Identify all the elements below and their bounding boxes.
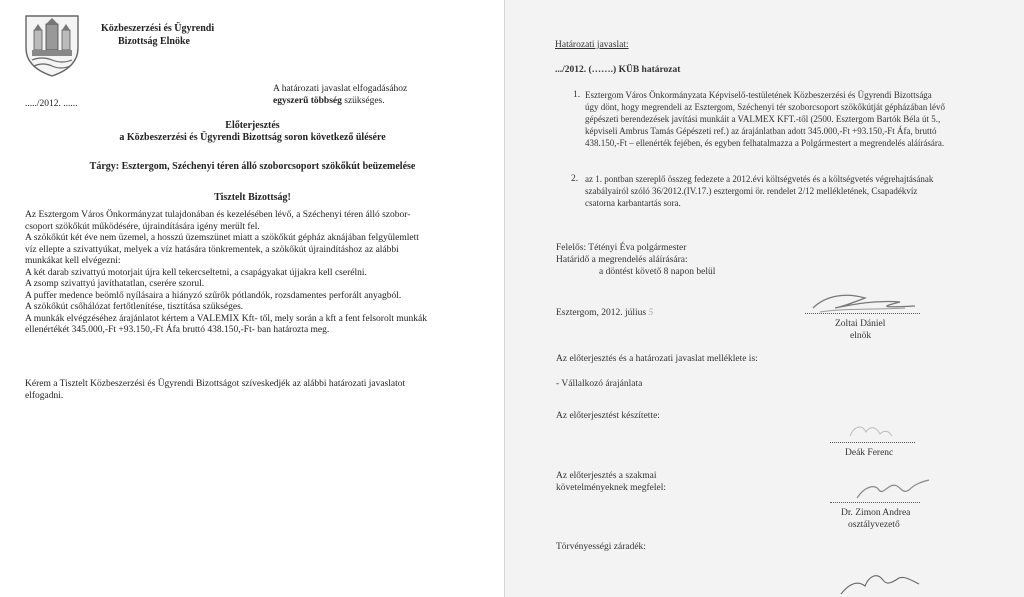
body-line: csoport szökőkút működésére, újraindítására igény merült fel.	[25, 221, 260, 232]
resolution-heading: Határozati javaslat:	[555, 40, 629, 50]
signer1-role: elnök	[850, 331, 872, 341]
closing-line: Kérem a Tisztelt Közbeszerzési és Ügyrendi Bizottságot szíveskedjék az alábbi határozati javaslatot	[25, 379, 406, 389]
resolution-item-1	[585, 89, 945, 149]
reference-number: ...../2012. ......	[25, 99, 78, 109]
salutation: Tisztelt Bizottság!	[214, 192, 291, 203]
signature-deak	[840, 420, 900, 442]
body-line: A szökőkút két éve nem üzemel, a hosszú üzemszünet miatt a szökőkút gépház aknájában felgyülemlett	[25, 233, 419, 243]
item2-line: csatorna karbantartás sora.	[585, 198, 681, 208]
majority-rest: szükséges.	[341, 96, 385, 106]
resolution-reference: .../2012. (…….) KÜB határozat	[555, 65, 681, 75]
place-and-date	[556, 307, 653, 319]
body-line: munkákat kell elvégezni:	[25, 256, 121, 266]
place-date-text: Esztergom, 2012. július	[556, 308, 647, 318]
item1-line: Esztergom Város Önkormányzata Képviselő-testületének Közbeszerzési és Ügyrendi Bizottsága	[585, 90, 932, 100]
body-line: víz ellepte a szivattyúkat, melyek a víz hatására tönkrementek, a szökőkút újraindításhoz az alábbi	[25, 244, 399, 255]
professional-check-role: osztályvezető	[848, 520, 900, 530]
city-coat-of-arms-icon	[24, 14, 80, 78]
professional-check-label-2: követelményeknek megfelel:	[556, 483, 666, 493]
item1-line: 438.150,-Ft – ellenérték fejében, és egyben felhatalmazza a Polgármestert a megrendelés aláírására.	[585, 138, 945, 148]
professional-check-label-1: Az előterjesztés a szakmai	[556, 471, 657, 481]
deadline-label: Határidő a megrendelés aláírására:	[556, 255, 688, 265]
left-document-page	[0, 0, 505, 597]
body-line: A puffer medence beömlő nyílásaira a hiányzó szűrők pótlandók, rozsdamentes perforált anyagból.	[25, 290, 402, 301]
deadline-value: a döntést követő 8 napon belül	[599, 267, 716, 277]
document-subtitle: a Közbeszerzési és Ügyrendi Bizottság soron következő ülésére	[119, 132, 386, 143]
closing-paragraph	[25, 379, 485, 402]
professional-check-name: Dr. Zimon Andrea	[841, 508, 911, 518]
item1-line: gépészeti berendezések javítási munkáit a VALMEX KFT.-től (2500. Esztergom Bartók Béla út 5.,	[585, 114, 941, 124]
prepared-by-label: Az előterjesztést készítette:	[556, 411, 660, 421]
signature-line-2	[830, 442, 915, 443]
item2-line: az 1. pontban szereplő összeg fedezete a 2012.évi költségvetés és a költségvetés végrehajtásának	[585, 174, 934, 184]
committee-name-line2: Bizottság Elnöke	[118, 36, 190, 47]
attachment-item: - Vállalkozó árajánlata	[556, 379, 643, 389]
body-line: A munkák elvégzéséhez árajánlatot kértem a VALEMIX Kft- től, mely során a kft a fent felsorolt munkák	[25, 313, 427, 324]
signer1-name: Zoltai Dániel	[835, 319, 886, 329]
item2-number: 2.	[571, 174, 579, 184]
body-line: Az Esztergom Város Önkormányzat tulajdonában és kezelésében lévő, a Széchenyi téren álló szobor-	[25, 210, 411, 220]
signature-legality	[835, 566, 925, 597]
item1-number: 1.	[573, 90, 581, 100]
subject-line: Tárgy: Esztergom, Széchenyi téren álló szoborcsoport szökőkút beüzemelése	[89, 161, 416, 172]
item1-line: képviseli Ambrus Tamás Gépészeti ref.) az árajánlatban adott 345.000,-Ft +93.150,-Ft Áfa, bruttó	[585, 126, 937, 136]
body-line: ellenértékét 345.000,-Ft +93.150,-Ft Áfa bruttó 438.150,-Ft- ban határozta meg.	[25, 325, 330, 335]
signature-zimon	[845, 476, 935, 504]
majority-bold: egyszerű többség	[273, 96, 342, 106]
item1-line: úgy dönt, hogy megrendeli az Esztergom, Széchenyi tér szoborcsoport szökőkútját gépházában lévő	[585, 102, 945, 112]
signature-zoltai	[805, 288, 925, 316]
responsible-person: Felelős: Tétényi Éva polgármester	[556, 243, 687, 253]
resolution-item-2	[585, 173, 933, 209]
majority-note-line2	[273, 95, 385, 107]
legality-clause-label: Törvényességi záradék:	[556, 542, 646, 552]
place-date-handwritten-day: 5	[648, 308, 654, 318]
body-line: A két darab szivattyú motorjait újra kell tekercseltetni, a csapágyakat újjakra kell cserélni.	[25, 267, 367, 278]
attachment-label: Az előterjesztés és a határozati javaslat melléklete is:	[556, 354, 758, 364]
signature-line-1	[805, 313, 920, 314]
signature-line-3	[830, 502, 920, 503]
body-paragraph	[25, 210, 485, 337]
closing-line: elfogadni.	[25, 390, 64, 401]
right-document-page	[505, 0, 1024, 597]
document-title: Előterjesztés	[225, 120, 280, 131]
body-line: A szökőkút csőhálózat fertőtlenítése, tisztítása szükséges.	[25, 302, 244, 312]
committee-name-line1: Közbeszerzési és Ügyrendi	[101, 23, 215, 34]
majority-note-line1: A határozati javaslat elfogadásához	[273, 84, 408, 94]
item2-line: szabályairól szóló 36/2012.(IV.17.) esztergomi ör. rendelet 2/12 mellékletének, Csapadékvíz	[585, 186, 918, 196]
body-line: A zsomp szivattyú javíthatatlan, cserére szorul.	[25, 279, 205, 289]
prepared-by-name: Deák Ferenc	[845, 448, 894, 458]
